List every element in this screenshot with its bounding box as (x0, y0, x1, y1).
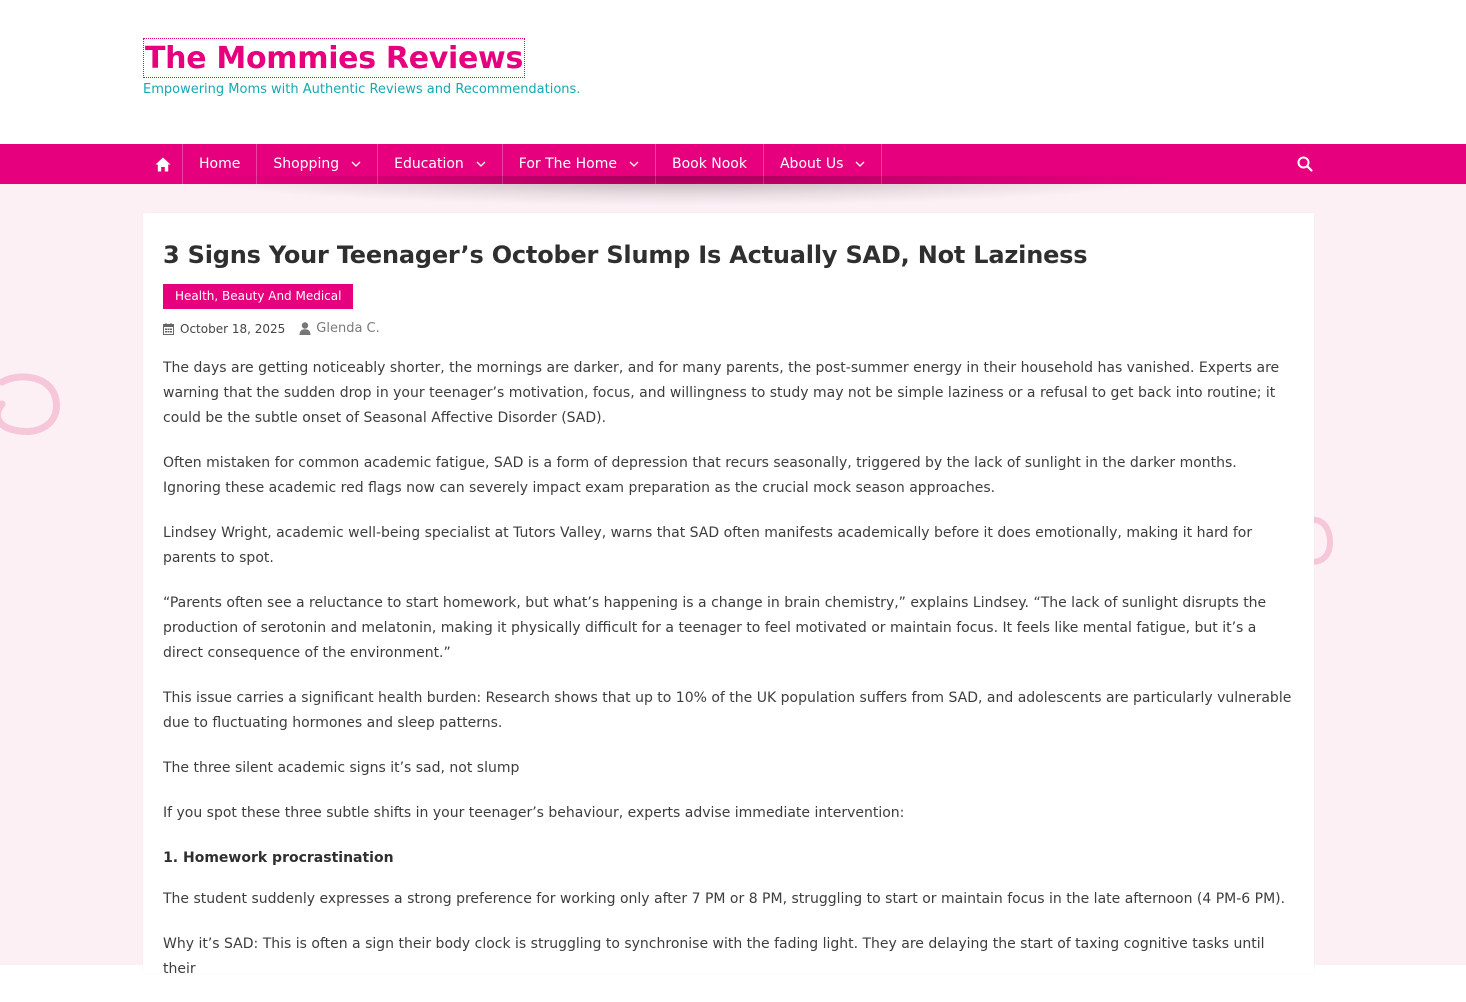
user-icon (299, 322, 311, 335)
site-tagline: Empowering Moms with Authentic Reviews and Recommendations. (143, 82, 581, 97)
nav-item-label: Shopping (273, 156, 340, 172)
chevron-down-icon (476, 161, 486, 167)
search-button[interactable] (1296, 155, 1316, 175)
article-paragraph: The three silent academic signs it’s sad, not slump (163, 760, 520, 776)
article-paragraph: The student suddenly expresses a strong preference for working only after 7 PM or 8 PM, struggling to start or maintain focus in the late afternoon (4 PM-6 PM). (163, 891, 1286, 907)
home-icon (155, 157, 171, 172)
nav-item-label: About Us (779, 156, 844, 172)
author-link[interactable]: Glenda C. (316, 321, 380, 336)
chevron-down-icon (855, 161, 865, 167)
article-paragraph: “Parents often see a reluctance to start homework, but what’s happening is a change in brain chemistry,” explains Lindsey. “The lack of sunlight disrupts the production of serotonin and melatonin, making it physically difficult for a teenager to feel motivated or maintain focus. It feels like mental fatigue, but it’s a direct consequence of the environment.” (163, 595, 1267, 661)
article-meta (163, 321, 380, 336)
calendar-icon (163, 323, 174, 335)
site-header (0, 0, 1466, 144)
article-paragraph: If you spot these three subtle shifts in your teenager’s behaviour, experts advise immediate intervention: (163, 805, 905, 821)
article-card (143, 213, 1314, 977)
article-paragraph: Lindsey Wright, academic well-being specialist at Tutors Valley, warns that SAD often manifests academically before it does emotionally, making it hard for parents to spot. (163, 525, 1253, 566)
category-badge[interactable]: Health, Beauty And Medical (163, 284, 353, 309)
post-date-link[interactable]: October 18, 2025 (180, 321, 286, 336)
search-icon (1296, 155, 1314, 173)
site-title-link[interactable]: The Mommies Reviews (143, 38, 525, 78)
nav-item-label: Home (199, 156, 241, 172)
article-paragraph: Often mistaken for common academic fatigue, SAD is a form of depression that recurs seasonally, triggered by the lack of sunlight in the darker months. Ignoring these academic red flags now can severely impact exam preparation as the crucial mock season approaches. (163, 455, 1237, 496)
nav-item-label: Education (394, 156, 464, 172)
chevron-down-icon (629, 161, 639, 167)
chevron-down-icon (351, 161, 361, 167)
article-content (163, 356, 1298, 1002)
signs-list (183, 846, 1298, 871)
article-title: 3 Signs Your Teenager’s October Slump Is Actually SAD, Not Laziness (163, 241, 1088, 269)
nav-item-label: Book Nook (671, 156, 747, 172)
decorative-blob-left (0, 374, 64, 446)
article-paragraph: Why it’s SAD: This is often a sign their body clock is struggling to synchronise with the fading light. They are delaying the start of taxing cognitive tasks until their (163, 936, 1265, 977)
article-paragraph: This issue carries a significant health burden: Research shows that up to 10% of the UK population suffers from SAD, and adolescents are particularly vulnerable due to fluctuating hormones and sleep patterns. (163, 690, 1292, 731)
article-paragraph: The days are getting noticeably shorter, the mornings are darker, and for many parents, the post-summer energy in their household has vanished. Experts are warning that the sudden drop in your teenager’s motivation, focus, and willingness to study may not be simple laziness or a refusal to get back into routine; it could be the subtle onset of Seasonal Affective Disorder (SAD). (163, 360, 1280, 426)
nav-shadow (170, 176, 1190, 206)
nav-item-label: For The Home (518, 156, 617, 172)
list-item: 1. Homework procrastination (183, 846, 1298, 871)
